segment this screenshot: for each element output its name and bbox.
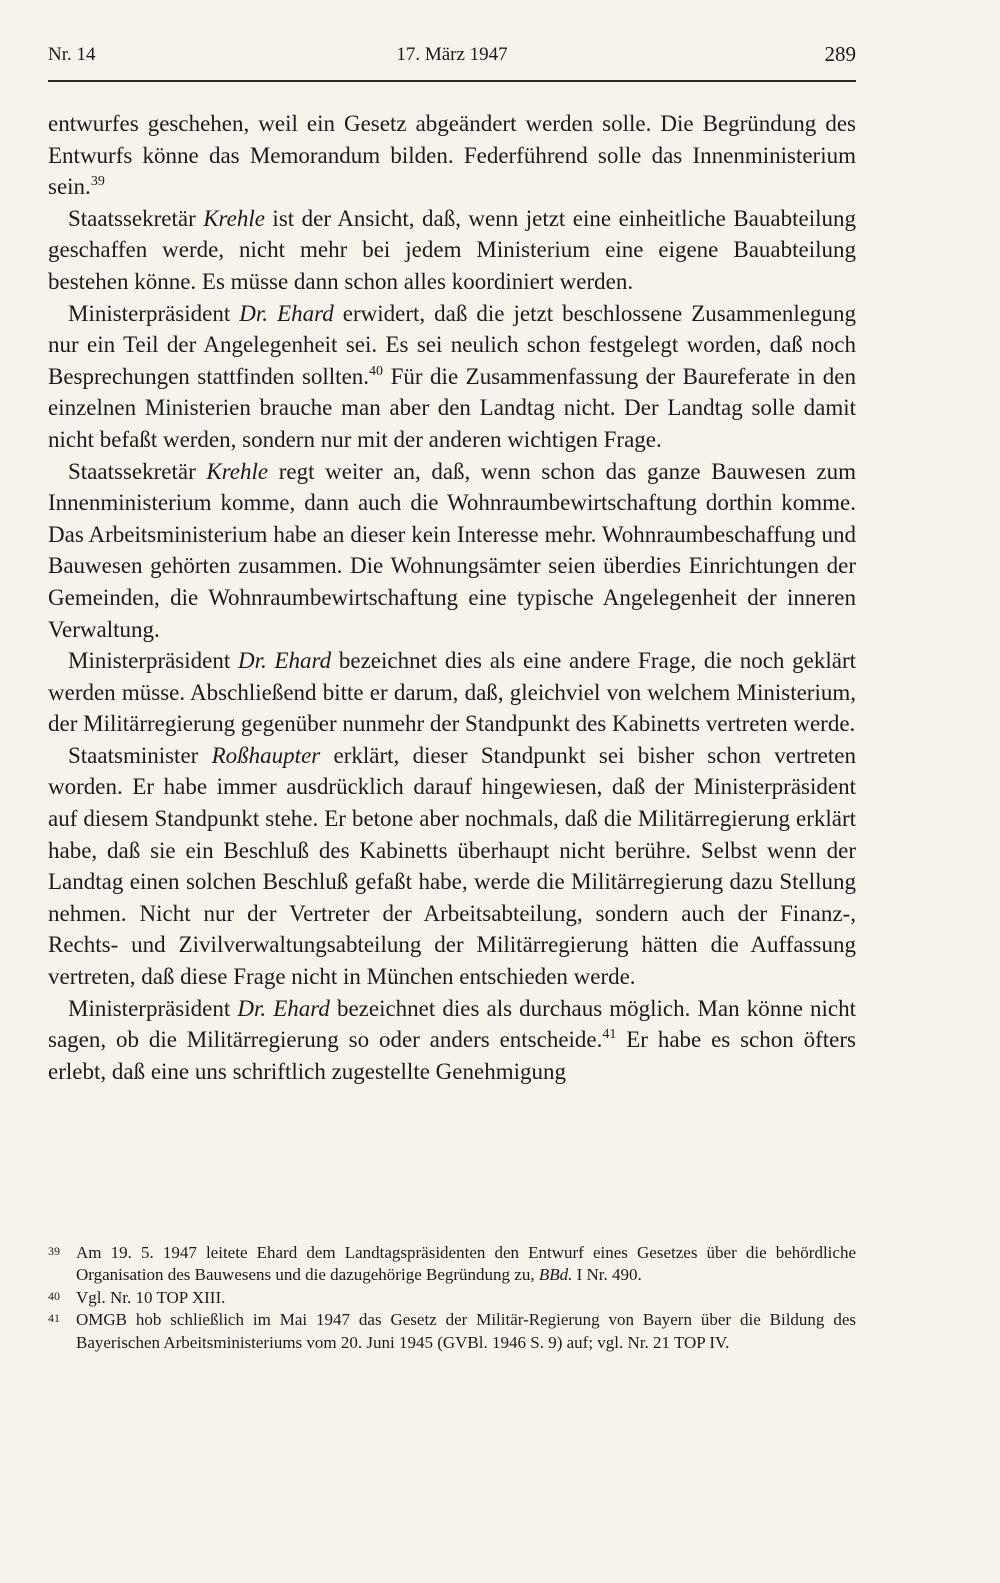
speaker-academic-title: Dr. (237, 648, 267, 674)
speaker-title: Ministerpräsident (68, 300, 240, 326)
paragraph-text: ist der Ansicht, daß, wenn jetzt eine einheitliche Bauabteilung geschaffen werde, nicht mehr bei jedem Ministerium eine eigene Bauabteilung bestehen könne. Es müsse dann schon alles koordiniert werden. (48, 205, 856, 294)
speaker-academic-title: Dr. (237, 995, 267, 1021)
header-date: 17. März 1947 (396, 44, 508, 65)
footnote-reference: BBd. (538, 1265, 573, 1285)
paragraph-text: erklärt, dieser Standpunkt sei bisher schon vertreten worden. Er habe immer ausdrücklich darauf hingewiesen, daß der Ministerpräsident auf diesem Standpunkt stehe. Er betone aber nochmals, daß die Militärregierung erklärt habe, daß sie ein Beschluß des Kabinetts überhaupt nicht berühre. Selbst wenn der Landtag einen solchen Beschluß gefaßt habe, werde die Militärregierung dazu Stellung nehmen. Nicht nur der Vertreter der Arbeitsabteilung, sondern auch der Finanz-, Rechts- und Zivilverwaltungsabteilung der Militärregierung hätten die Auffassung vertreten, daß diese Frage nicht in München entschieden werde. (48, 742, 856, 990)
header-rule (48, 80, 856, 82)
paragraph-text: regt weiter an, daß, wenn schon das ganze Bauwesen zum Innenministerium komme, dann auch die Wohnraumbewirtschaftung dorthin komme. Das Arbeitsministerium habe an dieser kein Interesse mehr. Wohnraumbeschaffung und Bauwesen gehörten zusammen. Die Wohnungsämter seien überdies Einrichtungen der Gemeinden, die Wohnraumbewirtschaftung eine typische Angelegenheit der inneren Verwaltung. (48, 458, 856, 642)
paragraph (48, 645, 856, 740)
footnote-text: Am 19. 5. 1947 leitete Ehard dem Landtagspräsidenten den Entwurf eines Gesetzes über die behördliche Organisation des Bauwesens und die dazugehörige Begründung zu, (76, 1243, 856, 1285)
footnote (48, 1242, 856, 1287)
footnote-number: 41 (48, 1311, 60, 1326)
paragraph (48, 456, 856, 646)
footnote-text: I Nr. 490. (572, 1265, 642, 1285)
speaker-name: Ehard (277, 300, 334, 326)
footnote-number: 39 (48, 1244, 60, 1258)
paragraph-text: erwidert, daß die jetzt beschlossene Zusammenlegung nur ein Teil der Angelegenheit sei. Es sei neulich schon festgelegt worden, daß noch Besprechungen stattfinden sollten. (48, 300, 857, 389)
paragraph-text: bezeichnet dies als durchaus möglich. Man könne nicht sagen, ob die Militärregierung so oder anders entscheide. (48, 995, 857, 1053)
paragraph-text: entwurfes geschehen, weil ein Gesetz abgeändert werden solle. Die Begründung des Entwurfs könne das Memorandum bilden. Federführend solle das Innenministerium sein. (48, 111, 856, 200)
footnote (48, 1309, 856, 1354)
speaker-name: Krehle (203, 205, 265, 231)
paragraph-text: Für die Zusammenfassung der Baureferate in den einzelnen Ministerien brauche man aber den Landtag nicht. Der Landtag solle damit nicht befaßt werden, sondern nur mit der anderen wichtigen Frage. (48, 363, 857, 452)
speaker-name: Ehard (273, 995, 330, 1021)
paragraph (48, 298, 856, 456)
speaker-academic-title: Dr. (239, 300, 269, 326)
speaker-title: Staatssekretär (68, 205, 204, 231)
speaker-title: Staatsminister (68, 742, 212, 768)
footnote-ref: 40 (369, 363, 384, 379)
paragraph (48, 108, 856, 203)
footnote-text: OMGB hob schließlich im Mai 1947 das Gesetz der Militär-Regierung von Bayern über die Bildung des Bayerischen Arbeitsministeriums vom 20. Juni 1945 (GVBl. 1946 S. 9) auf; vgl. Nr. 21 TOP IV. (76, 1310, 856, 1352)
speaker-name: Krehle (206, 458, 269, 484)
speaker-title: Ministerpräsident (68, 995, 238, 1021)
document-number: Nr. 14 (48, 44, 96, 65)
paragraph (48, 993, 856, 1088)
footnote-text: Vgl. Nr. 10 TOP XIII. (76, 1287, 226, 1307)
paragraph (48, 203, 856, 298)
main-text (48, 108, 856, 1087)
paragraph (48, 740, 856, 993)
paragraph-text: bezeichnet dies als eine andere Frage, die noch geklärt werden müsse. Abschließend bitte er darum, daß, gleichviel von welchem Ministerium, der Militärregierung gegenüber nunmehr der Standpunkt des Kabinetts vertreten werde. (48, 648, 857, 737)
footnotes (48, 1242, 856, 1354)
footnote-ref: 39 (90, 174, 105, 190)
footnote (48, 1287, 856, 1309)
paragraph-text: Er habe es schon öfters erlebt, daß eine uns schriftlich zugestellte Genehmigung (48, 1027, 856, 1084)
footnote-number: 40 (48, 1288, 60, 1303)
page-number: 289 (824, 42, 856, 66)
page-header (48, 44, 856, 74)
speaker-name: Roßhaupter (211, 742, 321, 768)
speaker-title: Staatssekretär (68, 458, 207, 484)
footnote-ref: 41 (602, 1027, 617, 1043)
speaker-name: Ehard (274, 648, 332, 674)
speaker-title: Ministerpräsident (68, 648, 238, 674)
